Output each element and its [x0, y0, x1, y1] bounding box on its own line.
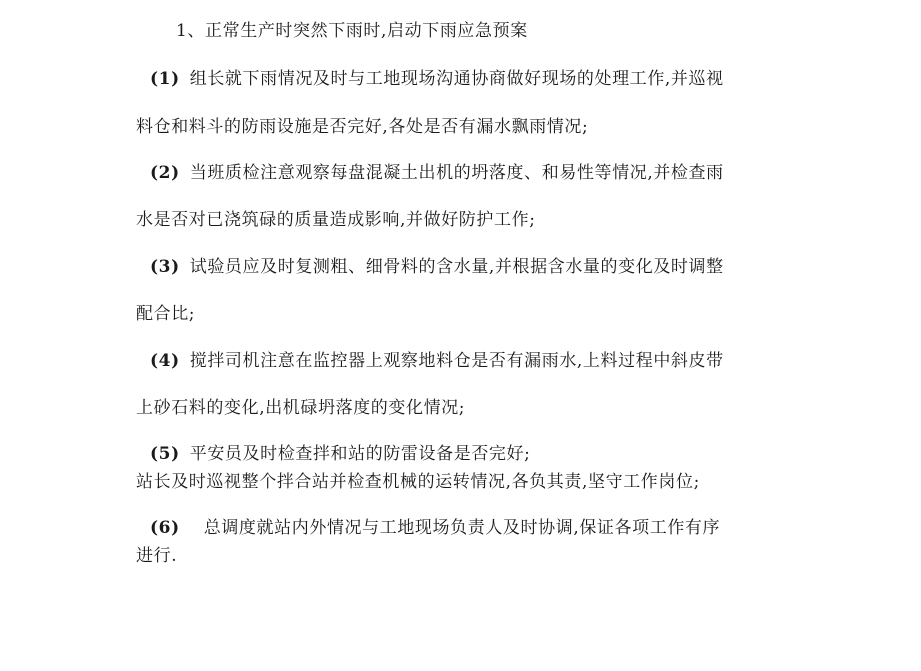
list-item-4-line-2: 上砂石料的变化,出机碌坍落度的变化情况;: [136, 398, 466, 418]
list-item-5-line-2: 站长及时巡视整个拌合站并检查机械的运转情况,各负其责,坚守工作岗位;: [136, 472, 700, 492]
section-heading: 1、正常生产时突然下雨时,启动下雨应急预案: [176, 21, 528, 41]
item-number: (3): [150, 257, 180, 277]
item-text: 组长就下雨情况及时与工地现场沟通协商做好现场的处理工作,并巡视: [189, 69, 724, 89]
item-text: 试验员应及时复测粗、细骨料的含水量,并根据含水量的变化及时调整: [189, 257, 724, 277]
list-item-2-line-1: [150, 162, 724, 184]
item-text: 平安员及时检查拌和站的防雷设备是否完好;: [189, 444, 531, 464]
item-number: (1): [150, 69, 180, 89]
item-text: 搅拌司机注意在监控器上观察地料仓是否有漏雨水,上料过程中斜皮带: [189, 351, 724, 371]
list-item-3-line-2: 配合比;: [136, 304, 196, 324]
item-number: (6): [150, 518, 180, 538]
item-number: (4): [150, 351, 180, 371]
list-item-1-line-2: 料仓和料斗的防雨设施是否完好,各处是否有漏水飘雨情况;: [136, 117, 589, 137]
item-text: 总调度就站内外情况与工地现场负责人及时协调,保证各项工作有序: [203, 518, 721, 538]
item-number: (5): [150, 444, 180, 464]
list-item-3-line-1: [150, 256, 724, 278]
item-number: (2): [150, 163, 180, 183]
list-item-6-line-1: [150, 517, 720, 539]
list-item-6-line-2: 进行.: [136, 546, 178, 566]
item-text: 当班质检注意观察每盘混凝土出机的坍落度、和易性等情况,并检查雨: [189, 163, 724, 183]
list-item-5-line-1: [150, 443, 530, 465]
list-item-4-line-1: [150, 350, 724, 372]
list-item-1-line-1: [150, 68, 724, 90]
list-item-2-line-2: 水是否对已浇筑碌的质量造成影响,并做好防护工作;: [136, 210, 536, 230]
